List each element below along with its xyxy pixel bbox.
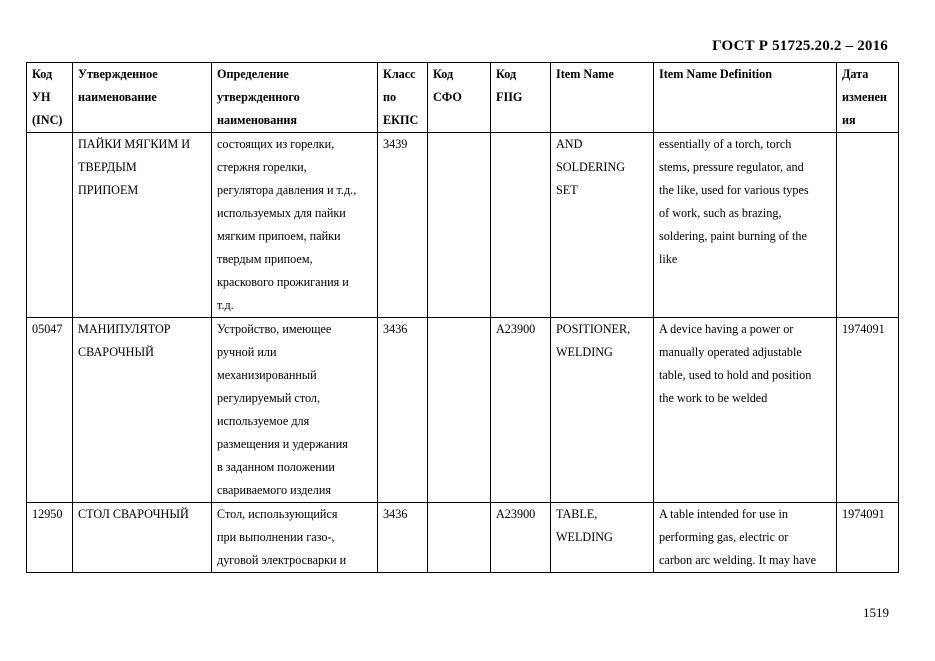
cell-line: 05047 [32, 322, 63, 336]
header-item-name [551, 63, 654, 133]
cell-line: Стол, использующийся [217, 507, 338, 521]
cell-item-name-definition [654, 503, 837, 573]
cell-line: manually operated adjustable [659, 345, 802, 359]
cell-inc [27, 133, 73, 318]
cell-item-name-definition [654, 133, 837, 318]
cell-line: FIIG [496, 90, 523, 104]
cell-line: 3436 [383, 507, 408, 521]
cell-line: A table intended for use in [659, 507, 788, 521]
cell-line: ТВЕРДЫМ [78, 160, 137, 174]
cell-line: изменен [842, 90, 887, 104]
cell-line: ПРИПОЕМ [78, 183, 139, 197]
cell-change-date [837, 318, 899, 503]
page-number: 1519 [863, 605, 889, 620]
cell-line: мягким припоем, пайки [217, 229, 341, 243]
cell-line: 1974091 [842, 322, 885, 336]
cell-item-name [551, 133, 654, 318]
header-inc [27, 63, 73, 133]
cell-line: используемое для [217, 414, 310, 428]
header-change-date [837, 63, 899, 133]
cell-line: МАНИПУЛЯТОР [78, 322, 171, 336]
cell-line: Определение [217, 67, 289, 81]
cell-fiig-code [491, 318, 551, 503]
cell-line: 12950 [32, 507, 63, 521]
cell-line: 3439 [383, 137, 408, 151]
cell-line: SET [556, 183, 578, 197]
classification-table [26, 62, 899, 573]
cell-line: СВАРОЧНЫЙ [78, 345, 154, 359]
cell-line: дуговой электросварки и [217, 553, 347, 567]
header-item-name-definition [654, 63, 837, 133]
cell-line: POSITIONER, [556, 322, 631, 336]
cell-class [378, 318, 428, 503]
cell-inc [27, 318, 73, 503]
cell-inc [27, 503, 73, 573]
header-sfo-code [428, 63, 491, 133]
cell-line: свариваемого изделия [217, 483, 332, 497]
table-row [27, 503, 899, 573]
cell-line: stems, pressure regulator, and [659, 160, 804, 174]
cell-line: the work to be welded [659, 391, 768, 405]
cell-line: размещения и удержания [217, 437, 348, 451]
cell-line: Класс [383, 67, 416, 81]
cell-line: ия [842, 113, 856, 127]
cell-change-date [837, 503, 899, 573]
cell-line: Код [496, 67, 517, 81]
cell-line: WELDING [556, 530, 613, 544]
cell-line: SOLDERING [556, 160, 626, 174]
cell-definition [212, 503, 378, 573]
cell-line: используемых для пайки [217, 206, 346, 220]
cell-line: ручной или [217, 345, 277, 359]
cell-line: Код [32, 67, 53, 81]
table-row [27, 318, 899, 503]
header-fiig-code [491, 63, 551, 133]
cell-definition [212, 133, 378, 318]
cell-line: наименование [78, 90, 157, 104]
cell-line: of work, such as brazing, [659, 206, 782, 220]
cell-fiig-code [491, 503, 551, 573]
cell-line: (INC) [32, 113, 63, 127]
table-row [27, 133, 899, 318]
cell-class [378, 503, 428, 573]
cell-line: Код [433, 67, 454, 81]
cell-line: A23900 [496, 507, 536, 521]
header-class [378, 63, 428, 133]
cell-line: УН [32, 90, 51, 104]
cell-line: performing gas, electric or [659, 530, 789, 544]
cell-line: в заданном положении [217, 460, 335, 474]
cell-line: Устройство, имеющее [217, 322, 332, 336]
cell-class [378, 133, 428, 318]
cell-line: 3436 [383, 322, 408, 336]
cell-line: ПАЙКИ МЯГКИМ И [78, 137, 191, 151]
cell-sfo-code [428, 503, 491, 573]
cell-line: TABLE, [556, 507, 598, 521]
cell-fiig-code [491, 133, 551, 318]
cell-sfo-code [428, 133, 491, 318]
header-approved-name [73, 63, 212, 133]
cell-line: т.д. [217, 298, 234, 312]
cell-line: 1974091 [842, 507, 885, 521]
cell-change-date [837, 133, 899, 318]
cell-line: стержня горелки, [217, 160, 307, 174]
cell-approved-name [73, 318, 212, 503]
cell-line: Утвержденное [78, 67, 158, 81]
cell-approved-name [73, 503, 212, 573]
cell-line: WELDING [556, 345, 613, 359]
cell-line: по [383, 90, 397, 104]
cell-line: soldering, paint burning of the [659, 229, 807, 243]
cell-line: the like, used for various types [659, 183, 809, 197]
cell-line: essentially of a torch, torch [659, 137, 792, 151]
cell-line: ЕКПС [383, 113, 419, 127]
cell-line: регулируемый стол, [217, 391, 321, 405]
cell-sfo-code [428, 318, 491, 503]
cell-line: AND [556, 137, 583, 151]
cell-approved-name [73, 133, 212, 318]
cell-line: like [659, 252, 678, 266]
cell-line: Дата [842, 67, 869, 81]
cell-item-name [551, 503, 654, 573]
cell-item-name-definition [654, 318, 837, 503]
cell-line: состоящих из горелки, [217, 137, 335, 151]
table-header-row [27, 63, 899, 133]
cell-item-name [551, 318, 654, 503]
cell-line: Item Name Definition [659, 67, 773, 81]
cell-line: при выполнении газо-, [217, 530, 335, 544]
cell-line: A device having a power or [659, 322, 794, 336]
cell-line: Item Name [556, 67, 614, 81]
cell-line: твердым припоем, [217, 252, 313, 266]
document-id-header: ГОСТ Р 51725.20.2 – 2016 [712, 38, 888, 54]
cell-line: утвержденного [217, 90, 300, 104]
cell-line: регулятора давления и т.д., [217, 183, 357, 197]
cell-line: наименования [217, 113, 297, 127]
cell-line: A23900 [496, 322, 536, 336]
cell-line: СФО [433, 90, 462, 104]
cell-line: механизированный [217, 368, 317, 382]
cell-line: СТОЛ СВАРОЧНЫЙ [78, 507, 189, 521]
cell-definition [212, 318, 378, 503]
header-definition [212, 63, 378, 133]
cell-line: table, used to hold and position [659, 368, 812, 382]
cell-line: краскового прожигания и [217, 275, 349, 289]
cell-line: carbon arc welding. It may have [659, 553, 817, 567]
